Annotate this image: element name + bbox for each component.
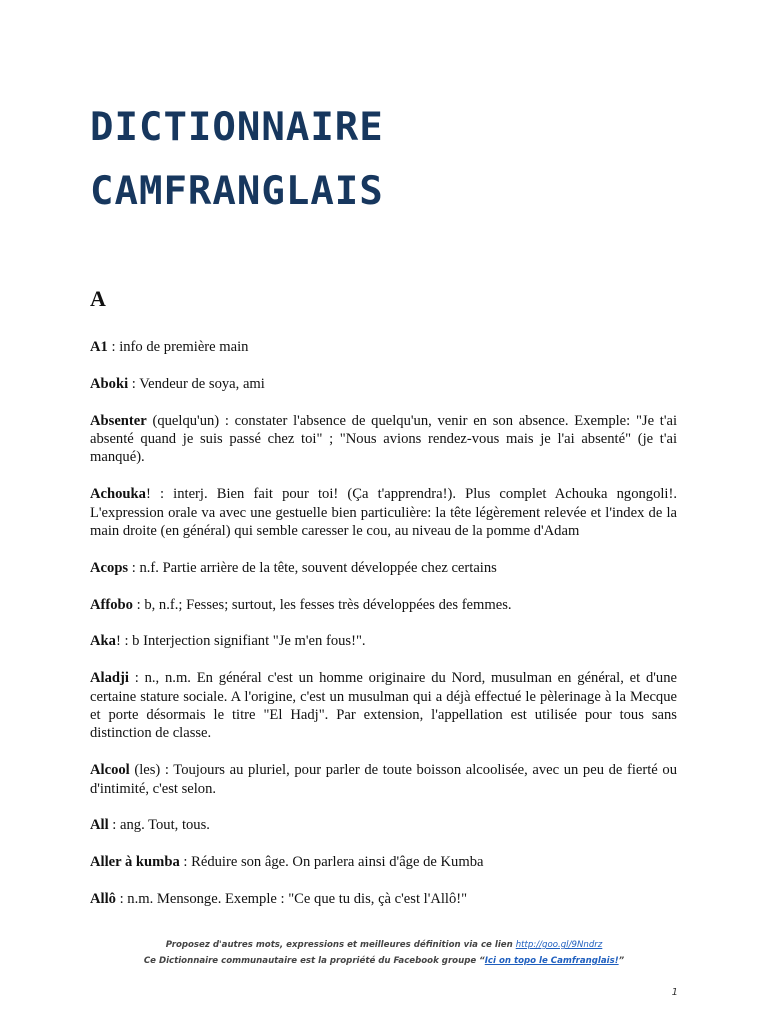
entry-definition: : ang. Tout, tous. xyxy=(108,817,210,834)
entry-term: A1 xyxy=(90,339,108,355)
entry-list xyxy=(90,338,677,927)
entry-definition: : n.m. Mensonge. Exemple : "Ce que tu dis, çà c'est l'Allô!" xyxy=(115,891,468,908)
entry-aboki xyxy=(90,375,677,393)
entry-definition: ! : b Interjection signifiant "Je m'en fous!". xyxy=(115,633,366,650)
entry-allo xyxy=(90,890,677,908)
footer-proposal-text: Proposez d'autres mots, expressions et meilleures définition via ce lien xyxy=(165,940,516,950)
entry-term: Acops xyxy=(90,559,129,576)
entry-definition: : n.f. Partie arrière de la tête, souvent développée chez certains xyxy=(128,559,497,576)
entry-affobo xyxy=(90,596,677,614)
footer-ownership-text: Ce Dictionnaire communautaire est la propriété du Facebook groupe “ xyxy=(143,956,485,966)
entry-definition: : b, n.f.; Fesses; surtout, les fesses très développées des femmes. xyxy=(132,596,512,613)
entry-aka xyxy=(90,632,677,650)
entry-aller-a-kumba xyxy=(90,853,677,871)
title-line-1: DICTIONNAIRE xyxy=(90,105,384,150)
entry-definition: : info de première main xyxy=(107,339,249,355)
entry-definition: : n., n.m. En général c'est un homme originaire du Nord, musulman en général, et d'une certaine stature sociale. A l'origine, c'est un musulman qui a déjà effectué le pèlerinage à la Mecque et porte désormais le titre "El Hadj". Par extension, l'appellation est utilisée pour tous sans distinction de classe. xyxy=(90,670,677,742)
section-letter: A xyxy=(90,286,106,311)
entry-term: Achouka xyxy=(90,486,146,503)
entry-term: Aka xyxy=(90,633,116,650)
footer-closing-quote: ” xyxy=(618,956,625,966)
entry-a1 xyxy=(90,338,677,356)
entry-all xyxy=(90,816,677,834)
entry-absenter xyxy=(90,412,677,467)
entry-term: All xyxy=(90,817,109,834)
footer-line-1 xyxy=(0,937,768,953)
entry-alcool xyxy=(90,761,677,798)
facebook-group-link[interactable]: Ici on topo le Camfranglais! xyxy=(484,956,619,966)
entry-term: Aller à kumba xyxy=(90,854,180,871)
document-title xyxy=(90,96,384,224)
entry-definition: : Vendeur de soya, ami xyxy=(128,375,265,392)
entry-acops xyxy=(90,559,677,577)
entry-term: Affobo xyxy=(90,596,133,613)
page-footer xyxy=(0,937,768,969)
page-number: 1 xyxy=(671,987,678,998)
entry-term: Allô xyxy=(90,891,116,908)
entry-term: Alcool xyxy=(90,762,130,779)
entry-term: Aboki xyxy=(90,375,129,392)
entry-term: Absenter xyxy=(90,412,147,429)
footer-link[interactable]: http://goo.gl/9Nndrz xyxy=(515,940,603,950)
entry-term: Aladji xyxy=(90,670,129,687)
entry-achouka xyxy=(90,485,677,540)
entry-definition: (quelqu'un) : constater l'absence de quelqu'un, venir en son absence. Exemple: "Je t'ai absenté quand je suis passé chez toi" ; "Nous avions rendez-vous mais je l'ai absenté" (je t'ai manqué). xyxy=(90,412,677,466)
entry-definition: ! : interj. Bien fait pour toi! (Ça t'apprendra!). Plus complet Achouka ngongoli!. L'expression orale va avec une gestuelle bien particulière: la tête légèrement relevée et l'index de la main droite (en général) qui semble caresser le cou, au niveau de la pomme d'Adam xyxy=(90,486,677,540)
entry-aladji xyxy=(90,669,677,743)
entry-definition: (les) : Toujours au pluriel, pour parler de toute boisson alcoolisée, avec un peu de fierté ou d'intimité, c'est selon. xyxy=(90,762,677,797)
title-line-2: CAMFRANGLAIS xyxy=(90,169,384,214)
footer-line-2 xyxy=(0,953,768,969)
entry-definition: : Réduire son âge. On parlera ainsi d'âge de Kumba xyxy=(179,854,484,871)
